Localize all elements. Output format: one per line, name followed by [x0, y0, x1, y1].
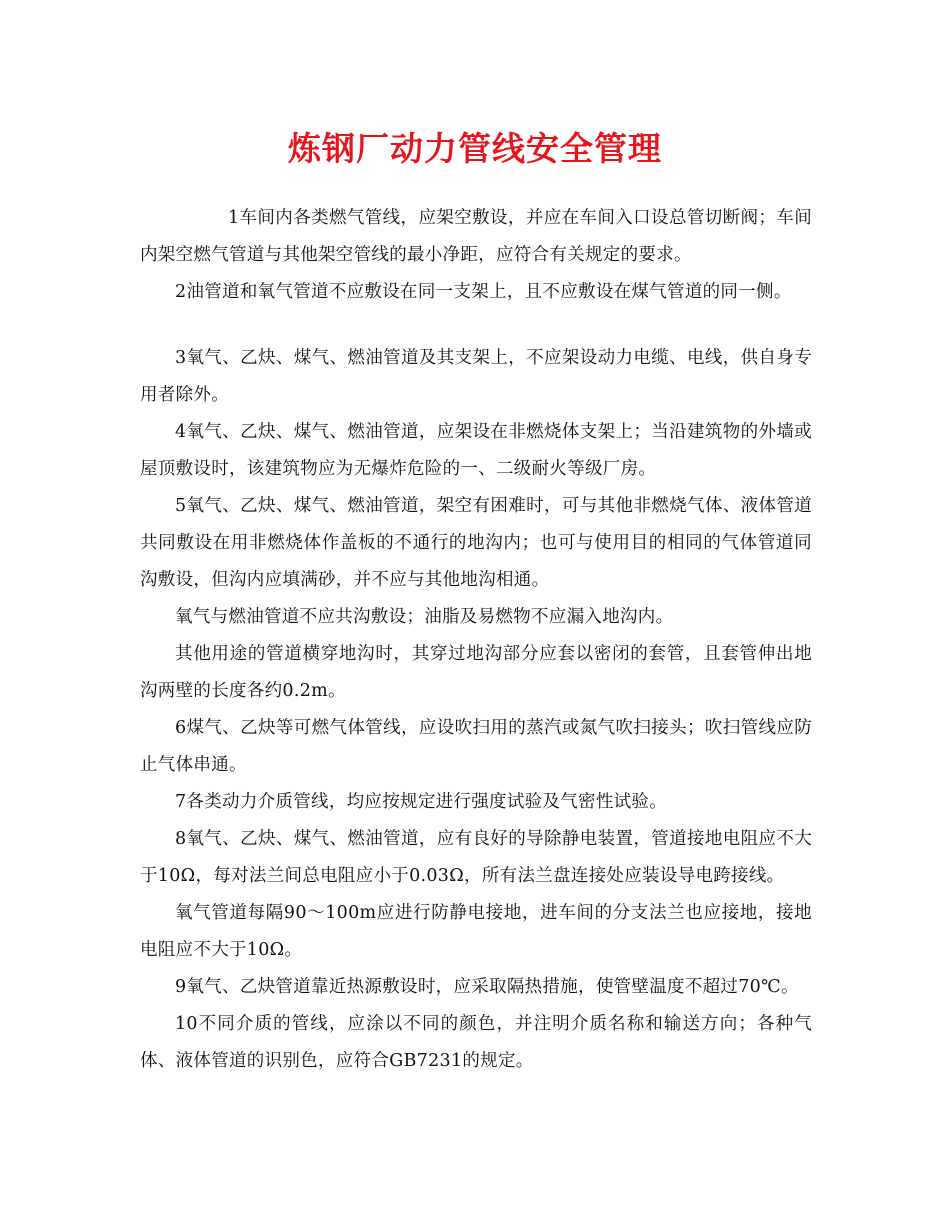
paragraph-10: 10不同介质的管线，应涂以不同的颜色，并注明介质名称和输送方向；各种气体、液体管道的识别色，应符合GB7231的规定。 — [140, 1014, 812, 1071]
paragraph-5: 5氧气、乙炔、煤气、燃油管道，架空有困难时，可与其他非燃烧气体、液体管道共同敷设在用非燃烧体作盖板的不通行的地沟内；也可与使用目的相同的气体管道同沟敷设，但沟内应填满砂，并不应与其他地沟相通。 — [140, 496, 812, 590]
paragraph-8-note: 氧气管道每隔90～100m应进行防静电接地，进车间的分支法兰也应接地，接地电阻应不大于10Ω。 — [140, 903, 812, 960]
document-title: 炼钢厂动力管线安全管理 — [288, 129, 662, 168]
paragraph-5-note-b: 其他用途的管道横穿地沟时，其穿过地沟部分应套以密闭的套管，且套管伸出地沟两壁的长度各约0.2m。 — [140, 644, 812, 701]
paragraph-3: 3氧气、乙炔、煤气、燃油管道及其支架上，不应架设动力电缆、电线，供自身专用者除外。 — [140, 348, 812, 405]
document-body — [140, 200, 812, 1080]
paragraph-5-note-a: 氧气与燃油管道不应共沟敷设；油脂及易燃物不应漏入地沟内。 — [175, 607, 674, 627]
paragraph-9: 9氧气、乙炔管道靠近热源敷设时，应采取隔热措施，使管壁温度不超过70℃。 — [175, 977, 799, 997]
paragraph-4: 4氧气、乙炔、煤气、燃油管道，应架设在非燃烧体支架上；当沿建筑物的外墙或屋顶敷设时，该建筑物应为无爆炸危险的一、二级耐火等级厂房。 — [140, 422, 812, 479]
paragraph-7: 7各类动力介质管线，均应按规定进行强度试验及气密性试验。 — [175, 792, 668, 812]
paragraph-6: 6煤气、乙炔等可燃气体管线，应设吹扫用的蒸汽或氮气吹扫接头；吹扫管线应防止气体串通。 — [140, 718, 812, 775]
paragraph-8: 8氧气、乙炔、煤气、燃油管道，应有良好的导除静电装置，管道接地电阻应不大于10Ω，每对法兰间总电阻应小于0.03Ω，所有法兰盘连接处应装设导电跨接线。 — [140, 829, 812, 886]
paragraph-1: 1车间内各类燃气管线，应架空敷设，并应在车间入口设总管切断阀；车间内架空燃气管道与其他架空管线的最小净距，应符合有关规定的要求。 — [140, 208, 812, 265]
paragraph-2: 2油管道和氧气管道不应敷设在同一支架上，且不应敷设在煤气管道的同一侧。 — [175, 282, 792, 302]
